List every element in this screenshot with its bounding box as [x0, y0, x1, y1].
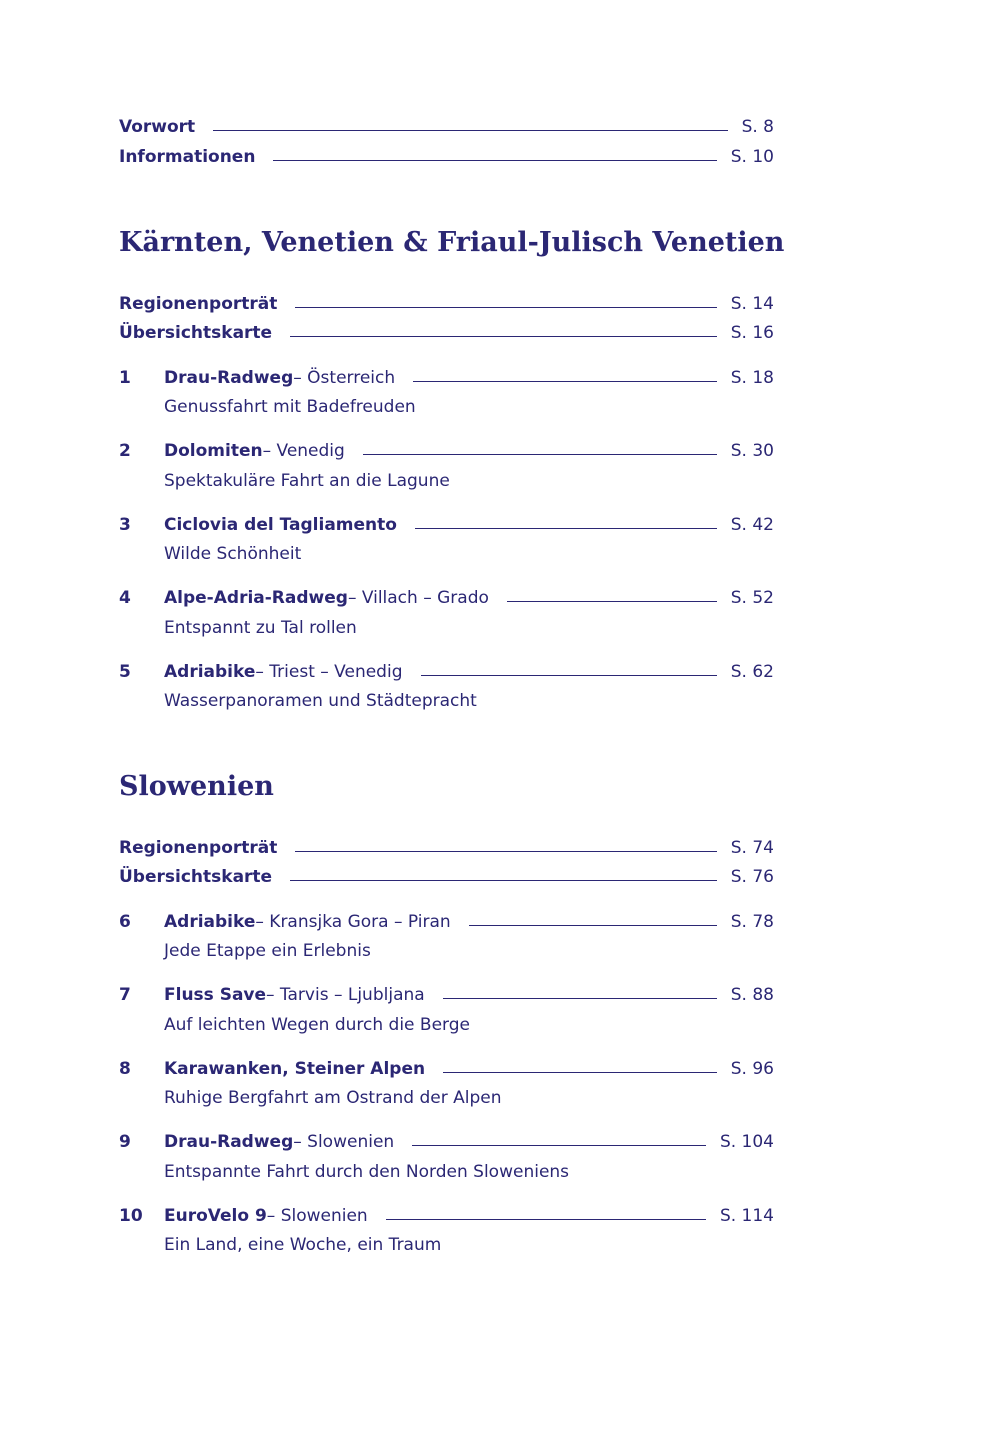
tour-name: Dolomiten — [164, 441, 263, 461]
toc-entry-uebersichtskarte[interactable] — [119, 865, 774, 889]
dotted-leader — [469, 925, 717, 926]
tour-number: 4 — [119, 588, 131, 608]
tour-route: – Slowenien — [266, 1206, 368, 1226]
tour-name: Drau-Radweg — [164, 368, 294, 388]
page-number: S. 74 — [730, 838, 774, 858]
toc-entry-tour[interactable] — [164, 910, 774, 934]
section-heading: Kärnten, Venetien & Friaul-Julisch Venetien — [119, 227, 785, 258]
dotted-leader — [507, 601, 717, 602]
toc-entry-uebersichtskarte[interactable] — [119, 321, 774, 345]
toc-entry-tour[interactable] — [164, 660, 774, 684]
page-number: S. 52 — [730, 588, 774, 608]
tour-name: Ciclovia del Tagliamento — [164, 515, 397, 535]
dotted-leader — [412, 1145, 706, 1146]
toc-entry-vorwort[interactable] — [119, 115, 774, 139]
tour-subtitle: Wilde Schönheit — [164, 544, 302, 564]
tour-number: 6 — [119, 912, 131, 932]
section-heading: Slowenien — [119, 771, 274, 802]
dotted-leader — [363, 454, 717, 455]
tour-subtitle: Entspannt zu Tal rollen — [164, 618, 357, 638]
toc-entry-tour[interactable] — [164, 983, 774, 1007]
toc-entry-tour[interactable] — [164, 1057, 774, 1081]
toc-label: Informationen — [119, 147, 256, 167]
tour-subtitle: Genussfahrt mit Badefreuden — [164, 397, 416, 417]
dotted-leader — [443, 1072, 717, 1073]
toc-entry-tour[interactable] — [164, 513, 774, 537]
page-number: S. 14 — [730, 294, 774, 314]
tour-number: 5 — [119, 662, 131, 682]
toc-label: Vorwort — [119, 117, 196, 137]
tour-number: 8 — [119, 1059, 131, 1079]
toc-label: Regionenporträt — [119, 838, 278, 858]
page-number: S. 76 — [730, 867, 774, 887]
toc-label: Übersichtskarte — [119, 867, 273, 887]
tour-number: 3 — [119, 515, 131, 535]
dotted-leader — [213, 130, 727, 131]
dotted-leader — [413, 381, 717, 382]
toc-entry-tour[interactable] — [164, 1204, 774, 1228]
tour-route: – Tarvis – Ljubljana — [266, 985, 425, 1005]
dotted-leader — [386, 1219, 706, 1220]
page-number: S. 114 — [719, 1206, 774, 1226]
dotted-leader — [295, 307, 716, 308]
toc-entry-tour[interactable] — [164, 1130, 774, 1154]
dotted-leader — [295, 851, 716, 852]
tour-number: 2 — [119, 441, 131, 461]
toc-entry-regionenportraet[interactable] — [119, 292, 774, 316]
page-number: S. 88 — [730, 985, 774, 1005]
page-number: S. 16 — [730, 323, 774, 343]
dotted-leader — [415, 528, 717, 529]
toc-label: Übersichtskarte — [119, 323, 273, 343]
page-number: S. 42 — [730, 515, 774, 535]
dotted-leader — [290, 880, 717, 881]
page-number: S. 96 — [730, 1059, 774, 1079]
dotted-leader — [421, 675, 717, 676]
tour-subtitle: Wasserpanoramen und Städtepracht — [164, 691, 477, 711]
tour-subtitle: Ein Land, eine Woche, ein Traum — [164, 1235, 442, 1255]
toc-label: Regionenporträt — [119, 294, 278, 314]
page-number: S. 10 — [730, 147, 774, 167]
tour-subtitle: Spektakuläre Fahrt an die Lagune — [164, 471, 450, 491]
page-number: S. 104 — [719, 1132, 774, 1152]
tour-name: EuroVelo 9 — [164, 1206, 267, 1226]
page-number: S. 18 — [730, 368, 774, 388]
toc-entry-informationen[interactable] — [119, 145, 774, 169]
tour-subtitle: Ruhige Bergfahrt am Ostrand der Alpen — [164, 1088, 502, 1108]
page-number: S. 62 — [730, 662, 774, 682]
tour-route: – Österreich — [293, 368, 396, 388]
tour-subtitle: Jede Etappe ein Erlebnis — [164, 941, 371, 961]
tour-route: – Triest – Venedig — [255, 662, 403, 682]
tour-name: Alpe-Adria-Radweg — [164, 588, 348, 608]
tour-name: Drau-Radweg — [164, 1132, 294, 1152]
dotted-leader — [273, 160, 716, 161]
tour-number: 9 — [119, 1132, 131, 1152]
tour-name: Fluss Save — [164, 985, 267, 1005]
toc-entry-tour[interactable] — [164, 366, 774, 390]
tour-number: 7 — [119, 985, 131, 1005]
toc-entry-regionenportraet[interactable] — [119, 836, 774, 860]
dotted-leader — [290, 336, 717, 337]
tour-name: Adriabike — [164, 912, 256, 932]
page-number: S. 30 — [730, 441, 774, 461]
dotted-leader — [443, 998, 717, 999]
tour-number: 10 — [119, 1206, 143, 1226]
tour-name: Karawanken, Steiner Alpen — [164, 1059, 426, 1079]
tour-subtitle: Entspannte Fahrt durch den Norden Sloweniens — [164, 1162, 570, 1182]
page-number: S. 78 — [730, 912, 774, 932]
tour-route: – Venedig — [262, 441, 345, 461]
tour-subtitle: Auf leichten Wegen durch die Berge — [164, 1015, 470, 1035]
tour-route: – Slowenien — [293, 1132, 395, 1152]
toc-entry-tour[interactable] — [164, 586, 774, 610]
tour-number: 1 — [119, 368, 131, 388]
page-number: S. 8 — [741, 117, 774, 137]
tour-name: Adriabike — [164, 662, 256, 682]
tour-route: – Kransjka Gora – Piran — [255, 912, 451, 932]
tour-route: – Villach – Grado — [347, 588, 489, 608]
toc-entry-tour[interactable] — [164, 439, 774, 463]
